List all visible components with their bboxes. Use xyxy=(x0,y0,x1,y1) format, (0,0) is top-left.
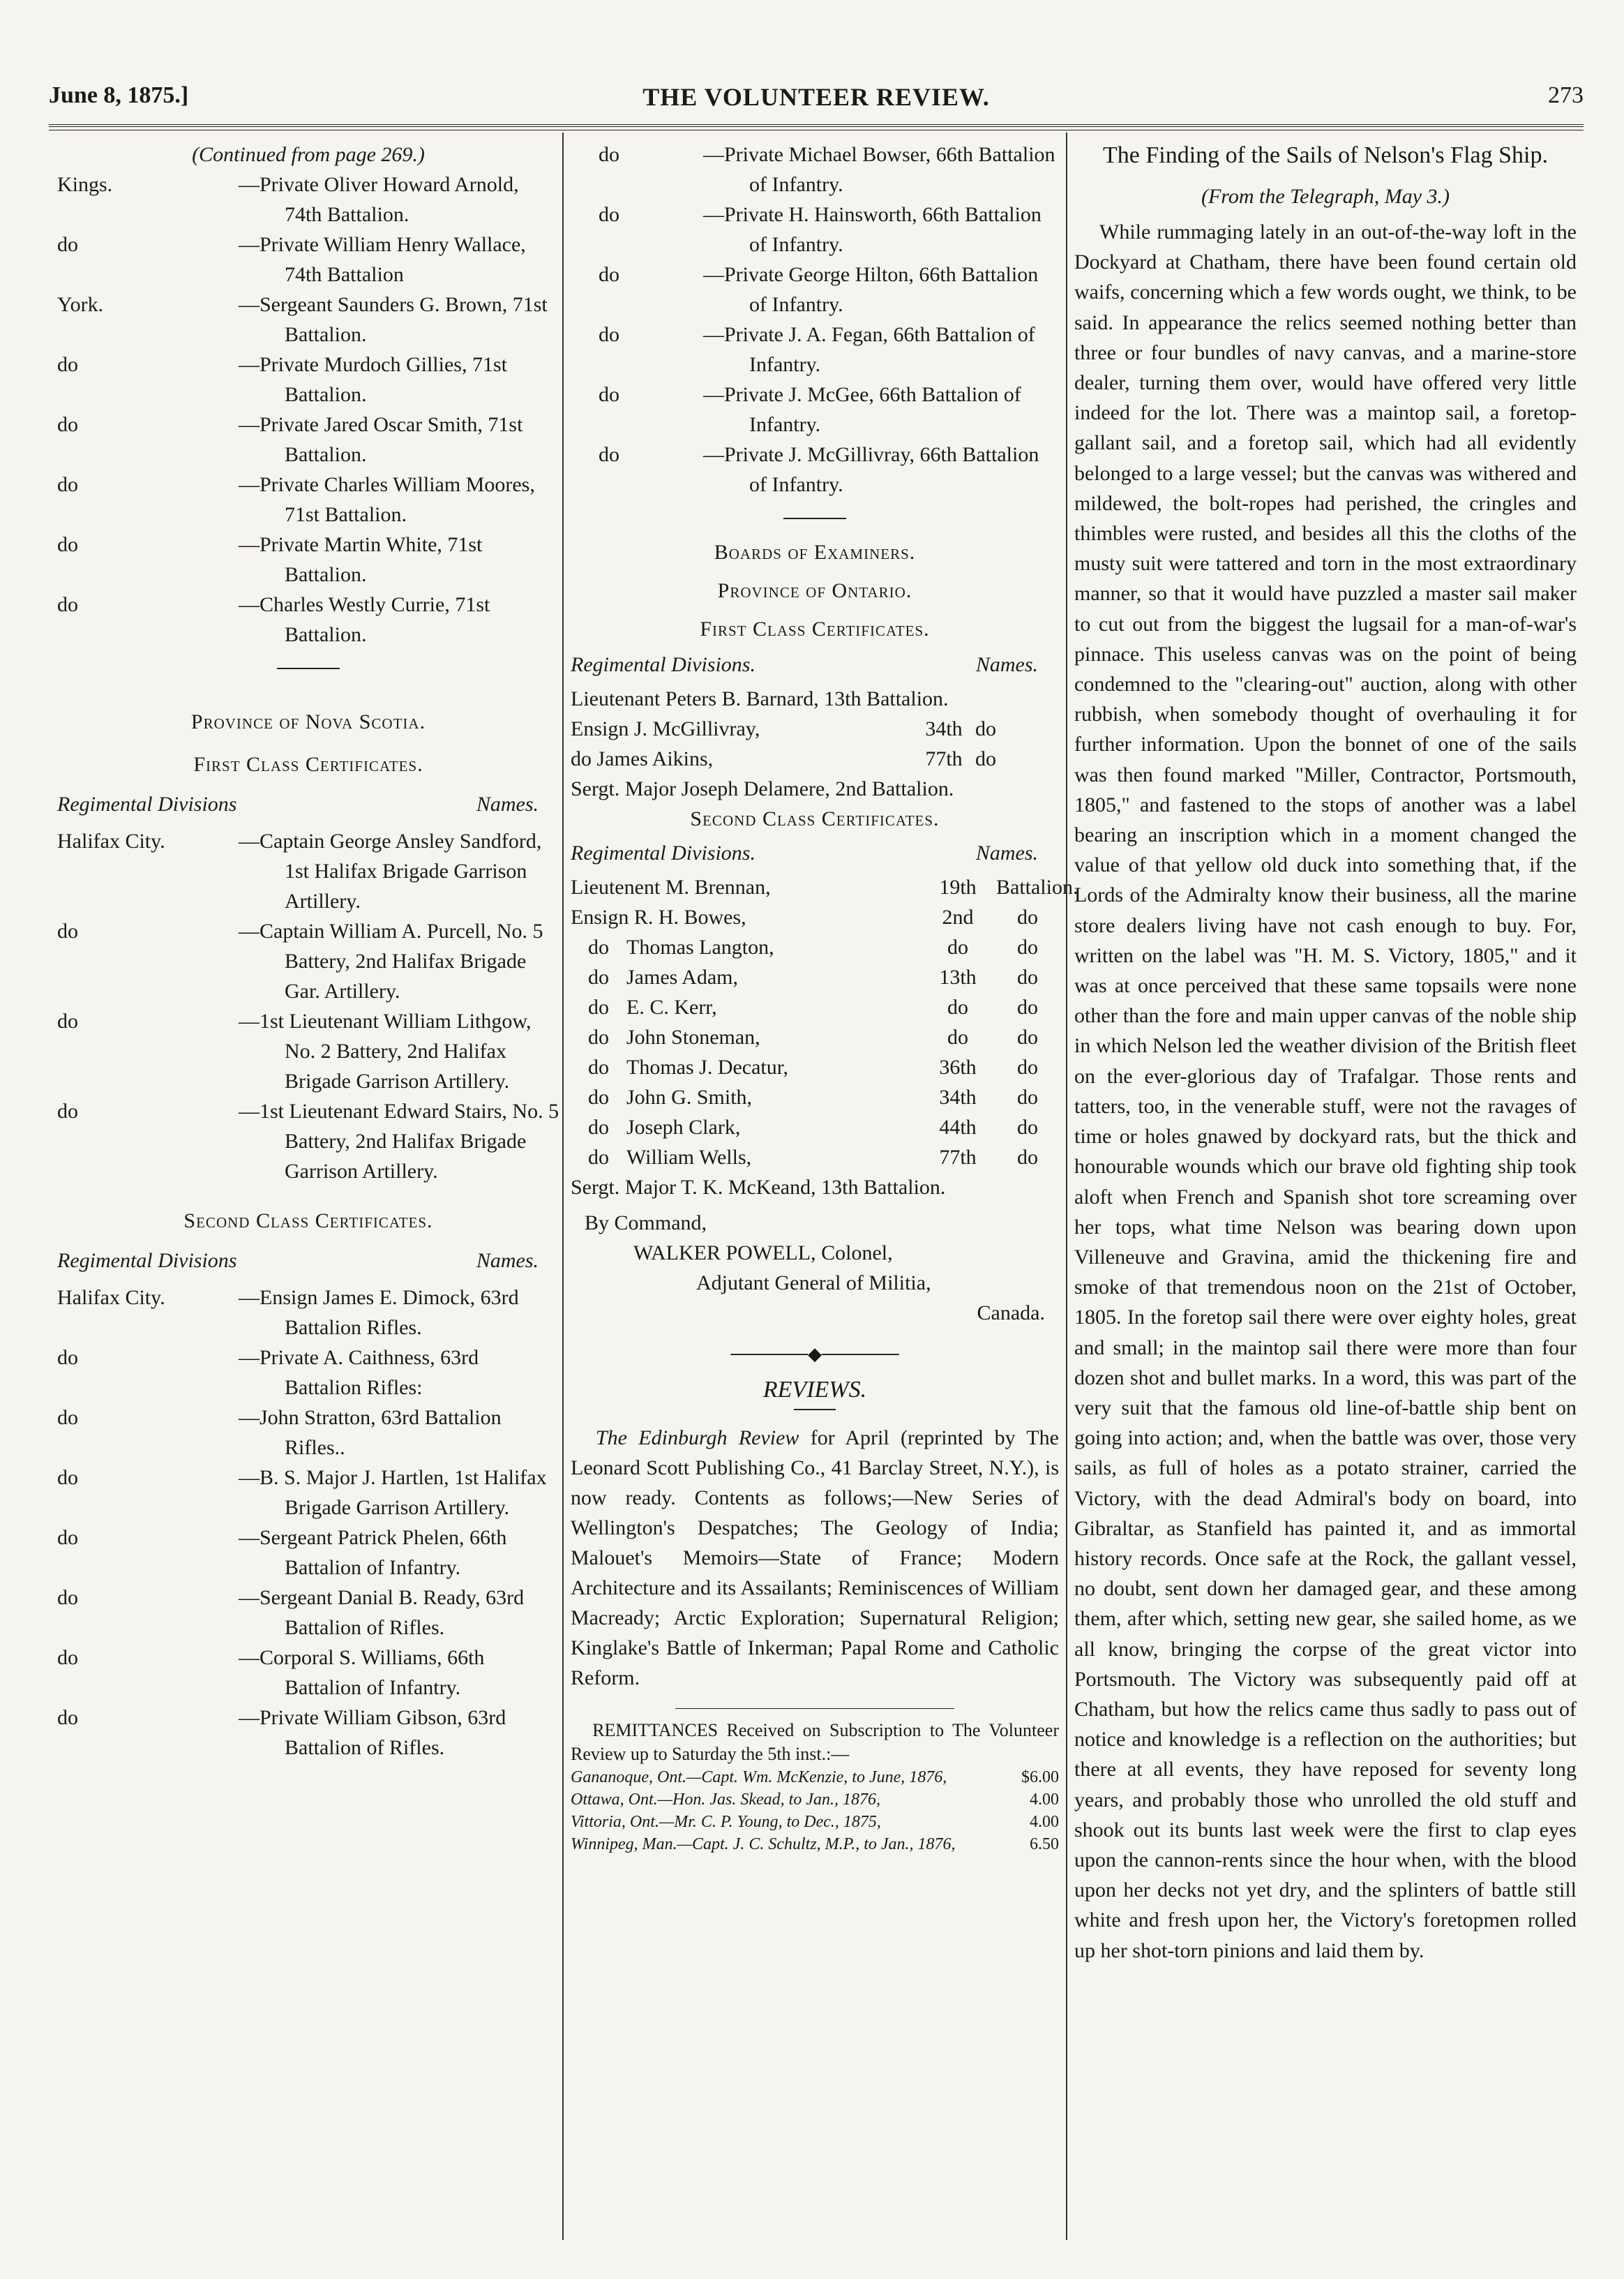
certificate-name: Joseph Clark, xyxy=(626,1116,741,1139)
issue-date: June 8, 1875.] xyxy=(49,82,189,108)
ditto-mark: do xyxy=(588,1026,609,1049)
entry-list xyxy=(57,826,559,1186)
list-item xyxy=(571,440,1059,500)
remittance-text: Winnipeg, Man.—Capt. J. C. Schultz, M.P., to Jan., 1876, xyxy=(571,1835,956,1853)
entry-location: do xyxy=(57,1010,78,1033)
entry-location: Halifax City. xyxy=(57,1286,165,1309)
divider xyxy=(277,668,340,669)
entry-name: —1st Lieutenant William Lithgow, No. 2 Battery, 2nd Halifax Brigade Garrison Artillery. xyxy=(239,1010,532,1093)
divider xyxy=(675,1708,954,1709)
entry-name: —Private J. McGee, 66th Battalion of Infantry. xyxy=(703,383,1021,436)
certificate-unit: do xyxy=(947,936,968,959)
entry-location: do xyxy=(57,1646,78,1669)
certificate-name: Thomas J. Decatur, xyxy=(626,1056,789,1079)
certificate-row xyxy=(571,1052,1059,1082)
certificate-row: Sergt. Major Joseph Delamere, 2nd Battalion. xyxy=(571,777,954,800)
entry-location: do xyxy=(57,533,78,556)
entry-name: —Private Michael Bowser, 66th Battalion of Infantry. xyxy=(703,143,1055,196)
remittance-row xyxy=(571,1766,1059,1788)
entry-name: —Private H. Hainsworth, 66th Battalion of Infantry. xyxy=(703,203,1042,256)
names-header: Names. xyxy=(476,1249,539,1272)
list-item xyxy=(571,260,1059,320)
entry-location: do xyxy=(57,920,78,943)
certificate-unit: 36th xyxy=(939,1056,977,1079)
ditto-mark: do xyxy=(588,936,609,959)
certificate-name: do James Aikins, xyxy=(571,747,714,770)
certificate-row xyxy=(571,992,1059,1022)
entry-name: —Private J. A. Fegan, 66th Battalion of Infantry. xyxy=(703,323,1035,376)
entry-location: do xyxy=(57,1466,78,1489)
list-item xyxy=(57,590,559,650)
entry-list xyxy=(571,140,1059,500)
review-journal: The Edinburgh Review xyxy=(596,1426,799,1449)
divisions-header: Regimental Divisions xyxy=(57,793,237,816)
column-headers xyxy=(571,838,1059,868)
remittance-amount: $6.00 xyxy=(1021,1768,1059,1786)
ditto-mark: do xyxy=(588,1116,609,1139)
certificate-row xyxy=(571,744,1059,774)
certificate-row xyxy=(571,902,1059,932)
column-headers xyxy=(571,650,1059,680)
certificate-corps: do xyxy=(975,747,996,770)
article-body: While rummaging lately in an out-of-the-way loft in the Dockyard at Chatham, there have been found certain old waifs, concerning which a few words ought, we think, to be said. In appearance the relics seemed nothing better than three or four bundles of navy canvas, and a marine-store dealer, turning them over, would have offered very little indeed for the lot. There was a maintop sail, a foretop-gallant sail, and a foretop sail, which had all evidently belonged to a large vessel; but the canvas was withered and mildewed, the bolt-ropes had perished, the cringles and thimbles were rusted, and besides all this the cloths of the musty suit were tattered and torn in the most extraordinary manner, so that it would have puzzled a master sail maker to cut out from the biggest the lugsail for a man-of-war's pinnace. This useless canvas was on the point of being condemned to the "clearing-out" auction, along with other rubbish, when somebody thought of overhauling it for further information. Upon the bonnet of one of the sails was then found marked "Miller, Contractor, Portsmouth, 1805," and fastened to the stops of another was a label bearing an inscription which in a moment changed the value of that yellow old duck into something that, if the Lords of the Admiralty know their business, all the marine store dealers living have not cash enough to buy. For, written on the label was "H. M. S. Victory, 1805," and it was at once perceived that these same topsails were none other than the fore and main upper canvas of the noble ship in which Nelson led the weather division of the British fleet on the ever-glorious day of Trafalgar. Those rents and tatters, too, in the venerable stuff, were not the ravages of time or holes gnawed by dockyard rats, but the thick and honourable wounds which our brave old fighting ship took aloft when French and Spanish shot tore screaming over her tops, what time Nelson was bearing down upon Villeneuve and Gravina, amid the thickening fire and smoke of that tremendous noon on the 21st of October, 1805. In the foretop sail there were over eighty holes, great and small; in the maintop sail there were more than four dozen shot and bullet marks. In a word, this was part of the very suit that the famous old line-of-battle ship bent on going into action; and, when the battle was over, those very sails, as full of holes as a potato strainer, carried the Victory, with the dead Admiral's body on board, into Gibraltar, as Stanfield has painted it, and as immortal history records. Once safe at the Rock, the gallant vessel, no doubt, sent down her damaged gear, and these among them, after which, setting new gear, she sailed home, as we all know, bringing the corpse of the great victor into Portsmouth. The Victory was subsequently paid off at Chatham, but how the relics came thus sadly to pass out of notice and knowledge is a reflection on the authorities; but there at all events, they have reposed for seventy long years, and probably those who unrolled the old stuff and shook out its bunts last week were the first to clap eyes upon the cannon-rents since the hour when, with the blood upon her decks not yet dry, and the splinters of battle still white and fresh upon her, the Victory's foretopmen rolled up her shot-torn pinions and laid them by. xyxy=(1074,221,1577,1962)
certificate-name: Ensign J. McGillivray, xyxy=(571,717,760,740)
section-subheading: Second Class Certificates. xyxy=(183,1209,433,1232)
certificate-unit: 77th xyxy=(939,1146,977,1169)
by-command: By Command, xyxy=(585,1211,707,1234)
list-item xyxy=(57,916,559,1006)
list-item xyxy=(57,1583,559,1643)
ditto-mark: do xyxy=(588,1056,609,1079)
certificate-corps: do xyxy=(1017,1056,1038,1079)
entry-location: do xyxy=(57,1406,78,1429)
certificate-name: Lieutenent M. Brennan, xyxy=(571,876,771,899)
column-3 xyxy=(1074,140,1577,1966)
remittance-row xyxy=(571,1833,1059,1855)
entry-name: —Ensign James E. Dimock, 63rd Battalion Rifles. xyxy=(239,1286,519,1339)
certificate-corps: do xyxy=(1017,1146,1038,1169)
list-item xyxy=(57,1283,559,1343)
list-item xyxy=(57,410,559,470)
remittance-amount: 6.50 xyxy=(1030,1835,1059,1853)
column-2 xyxy=(571,140,1078,1855)
list-item xyxy=(571,320,1059,380)
certificate-unit: 34th xyxy=(925,717,963,740)
signer-title: Adjutant General of Militia, xyxy=(696,1271,931,1294)
entry-name: —Private Jared Oscar Smith, 71st Battalion. xyxy=(239,413,523,466)
list-item xyxy=(57,1343,559,1403)
certificate-name: Ensign R. H. Bowes, xyxy=(571,906,746,929)
certificate-name: John Stoneman, xyxy=(626,1026,760,1049)
section-subheading: First Class Certificates. xyxy=(700,618,930,641)
remittance-row xyxy=(571,1811,1059,1833)
certificate-row xyxy=(571,1022,1059,1052)
section-heading: Province of Nova Scotia. xyxy=(190,710,426,733)
entry-location: Halifax City. xyxy=(57,830,165,853)
entry-location: do xyxy=(599,383,619,406)
names-header: Names. xyxy=(975,842,1038,865)
review-paragraph xyxy=(571,1423,1059,1693)
entry-location: do xyxy=(57,593,78,616)
entry-location: do xyxy=(57,1346,78,1369)
certificate-unit: 13th xyxy=(939,966,977,989)
entry-location: do xyxy=(57,1706,78,1729)
list-item xyxy=(571,380,1059,440)
entry-name: —B. S. Major J. Hartlen, 1st Halifax Brigade Garrison Artillery. xyxy=(239,1466,547,1519)
certificate-name: William Wells, xyxy=(626,1146,752,1169)
entry-location: do xyxy=(57,1100,78,1123)
ditto-mark: do xyxy=(588,996,609,1019)
entry-location: do xyxy=(599,203,619,226)
list-item xyxy=(57,170,559,230)
article-title: The Finding of the Sails of Nelson's Flag Ship. xyxy=(1103,142,1548,168)
entry-name: —Corporal S. Williams, 66th Battalion of Infantry. xyxy=(239,1646,485,1699)
remittance-amount: 4.00 xyxy=(1030,1791,1059,1809)
signer-country: Canada. xyxy=(977,1301,1045,1324)
entry-location: do xyxy=(599,323,619,346)
ornament-rule: ──────◆────── xyxy=(730,1344,899,1364)
entry-name: —Private William Gibson, 63rd Battalion of Rifles. xyxy=(239,1706,506,1759)
certificate-corps: do xyxy=(975,717,996,740)
certificate-row xyxy=(571,1142,1059,1172)
section-heading: Province of Ontario. xyxy=(717,579,912,602)
certificate-corps: do xyxy=(1017,1026,1038,1049)
certificate-row xyxy=(571,1082,1059,1112)
entry-list xyxy=(57,1283,559,1763)
list-item xyxy=(57,350,559,410)
certificate-name: Thomas Langton, xyxy=(626,936,774,959)
entry-name: —John Stratton, 63rd Battalion Rifles.. xyxy=(239,1406,502,1459)
column-divider xyxy=(1066,133,1067,2240)
entry-name: —Captain William A. Purcell, No. 5 Battery, 2nd Halifax Brigade Gar. Artillery. xyxy=(239,920,543,1003)
entry-name: —1st Lieutenant Edward Stairs, No. 5 Battery, 2nd Halifax Brigade Garrison Artillery. xyxy=(239,1100,559,1183)
divisions-header: Regimental Divisions. xyxy=(571,653,755,676)
entry-name: —Private Murdoch Gillies, 71st Battalion. xyxy=(239,353,507,406)
page-number: 273 xyxy=(1548,82,1584,108)
certificate-corps: do xyxy=(1017,1116,1038,1139)
entry-location: do xyxy=(57,413,78,436)
section-subheading: First Class Certificates. xyxy=(193,753,423,776)
entry-list xyxy=(57,170,559,650)
entry-name: —Sergeant Danial B. Ready, 63rd Battalion of Rifles. xyxy=(239,1586,525,1639)
entry-name: —Sergeant Patrick Phelen, 66th Battalion of Infantry. xyxy=(239,1526,507,1579)
list-item xyxy=(57,1703,559,1763)
certificate-unit: 2nd xyxy=(942,906,974,929)
certificate-row xyxy=(571,962,1059,992)
certificate-row xyxy=(571,714,1059,744)
article-source: (From the Telegraph, May 3.) xyxy=(1201,185,1450,208)
divider xyxy=(783,518,846,519)
divisions-header: Regimental Divisions xyxy=(57,1249,237,1272)
certificate-unit: 44th xyxy=(939,1116,977,1139)
entry-location: do xyxy=(599,443,619,466)
publication-title: THE VOLUNTEER REVIEW. xyxy=(642,83,990,111)
ditto-mark: do xyxy=(588,966,609,989)
remittance-text: Vittoria, Ont.—Mr. C. P. Young, to Dec., 1875, xyxy=(571,1813,881,1831)
column-headers xyxy=(57,789,559,819)
entry-location: do xyxy=(599,263,619,286)
certificate-corps: do xyxy=(1017,996,1038,1019)
list-item xyxy=(57,1096,559,1186)
list-item xyxy=(57,826,559,916)
certificate-corps: do xyxy=(1017,1086,1038,1109)
remittance-row xyxy=(571,1788,1059,1811)
list-item xyxy=(57,1006,559,1096)
certificate-name: E. C. Kerr, xyxy=(626,996,717,1019)
section-heading: Boards of Examiners. xyxy=(714,541,916,564)
entry-location: do xyxy=(57,1526,78,1549)
column-headers xyxy=(57,1246,559,1276)
reviews-title: REVIEWS. xyxy=(762,1377,867,1403)
certificate-list xyxy=(571,684,1059,804)
entry-name: —Private J. McGillivray, 66th Battalion of Infantry. xyxy=(703,443,1039,496)
certificate-unit: do xyxy=(947,1026,968,1049)
page-header xyxy=(49,82,1584,124)
entry-name: —Private Martin White, 71st Battalion. xyxy=(239,533,483,586)
entry-name: —Sergeant Saunders G. Brown, 71st Battalion. xyxy=(239,293,548,346)
entry-location: York. xyxy=(57,293,104,316)
list-item xyxy=(57,1523,559,1583)
entry-name: —Private George Hilton, 66th Battalion of Infantry. xyxy=(703,263,1039,316)
list-item xyxy=(571,200,1059,260)
certificate-list xyxy=(571,872,1078,1172)
continued-note: (Continued from page 269.) xyxy=(192,143,425,166)
divider xyxy=(794,1409,836,1410)
certificate-row xyxy=(571,1112,1059,1142)
review-text: for April (reprinted by The Leonard Scott Publishing Co., 41 Barclay Street, N.Y.), is now ready. Contents as follows;—New Series of Wellington's Despatches; The Geology of India; Malouet's Memoirs—State of France; Modern Architecture and its Assailants; Reminiscences of William Macready; Arctic Exploration; Supernatural Religion; Kinglake's Battle of Inkerman; Papal Rome and Catholic Reform. xyxy=(571,1426,1059,1689)
remittance-text: Ottawa, Ont.—Hon. Jas. Skead, to Jan., 1876, xyxy=(571,1791,880,1809)
list-item xyxy=(57,470,559,530)
entry-name: —Charles Westly Currie, 71st Battalion. xyxy=(239,593,490,646)
remittance-list xyxy=(571,1766,1059,1855)
names-header: Names. xyxy=(975,653,1038,676)
list-item xyxy=(57,230,559,290)
entry-name: —Private A. Caithness, 63rd Battalion Rifles: xyxy=(239,1346,479,1399)
entry-location: do xyxy=(57,353,78,376)
divisions-header: Regimental Divisions. xyxy=(571,842,755,865)
certificate-name: John G. Smith, xyxy=(626,1086,753,1109)
certificate-corps: do xyxy=(1017,906,1038,929)
certificate-name: James Adam, xyxy=(626,966,738,989)
column-divider xyxy=(562,133,564,2240)
list-item xyxy=(57,1643,559,1703)
certificate-corps: do xyxy=(1017,966,1038,989)
certificate-unit: 19th xyxy=(939,876,977,899)
column-1 xyxy=(57,140,559,1763)
entry-name: —Private William Henry Wallace, 74th Battalion xyxy=(239,233,526,286)
entry-location: do xyxy=(57,1586,78,1609)
signer-name: WALKER POWELL, Colonel, xyxy=(633,1241,893,1264)
entry-name: —Private Oliver Howard Arnold, 74th Battalion. xyxy=(239,173,519,226)
entry-location: do xyxy=(599,143,619,166)
list-item xyxy=(57,1403,559,1463)
names-header: Names. xyxy=(476,793,539,816)
entry-name: —Private Charles William Moores, 71st Battalion. xyxy=(239,473,535,526)
entry-location: Kings. xyxy=(57,173,113,196)
certificate-corps: do xyxy=(1017,936,1038,959)
ditto-mark: do xyxy=(588,1086,609,1109)
list-item xyxy=(57,1463,559,1523)
certificate-row xyxy=(571,872,1078,902)
list-item xyxy=(571,140,1059,200)
entry-name: —Captain George Ansley Sandford, 1st Halifax Brigade Garrison Artillery. xyxy=(239,830,542,913)
remittance-text: Gananoque, Ont.—Capt. Wm. McKenzie, to June, 1876, xyxy=(571,1768,947,1786)
entry-location: do xyxy=(57,473,78,496)
remittances-heading: REMITTANCES Received on Subscription to The Volunteer Review up to Saturday the 5th inst.:— xyxy=(571,1720,1059,1764)
certificate-unit: 77th xyxy=(925,747,963,770)
certificate-row: Sergt. Major T. K. McKeand, 13th Battalion. xyxy=(571,1176,946,1199)
entry-location: do xyxy=(57,233,78,256)
certificate-unit: do xyxy=(947,996,968,1019)
certificate-corps: Battalion. xyxy=(996,876,1078,899)
list-item xyxy=(57,290,559,350)
ditto-mark: do xyxy=(588,1146,609,1169)
header-rule xyxy=(49,124,1584,130)
certificate-row: Lieutenant Peters B. Barnard, 13th Battalion. xyxy=(571,687,949,710)
remittance-amount: 4.00 xyxy=(1030,1813,1059,1831)
certificate-row xyxy=(571,932,1059,962)
certificate-unit: 34th xyxy=(939,1086,977,1109)
list-item xyxy=(57,530,559,590)
section-subheading: Second Class Certificates. xyxy=(690,807,940,830)
